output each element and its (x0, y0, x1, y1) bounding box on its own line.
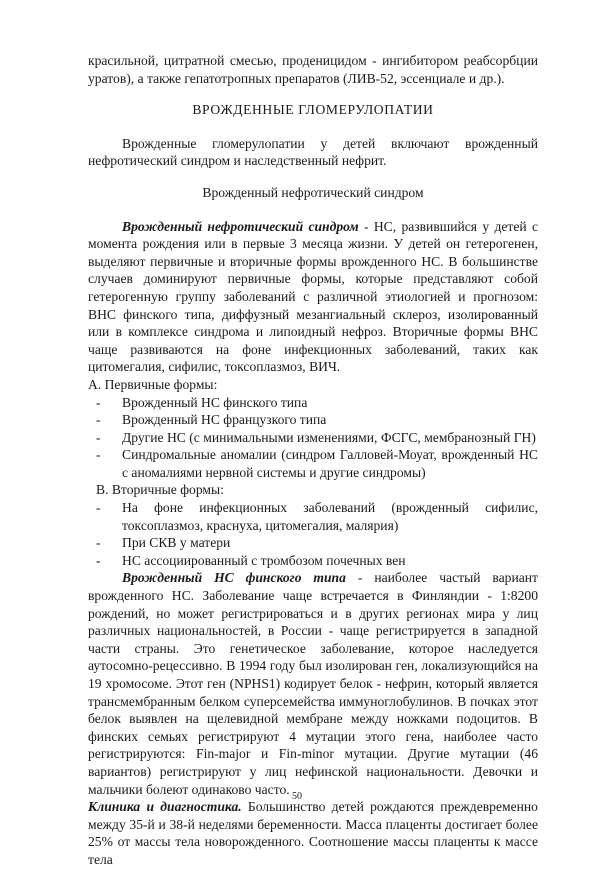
dash-marker: - (96, 552, 101, 568)
primary-forms-list (92, 394, 538, 482)
clinic-text: Большинство детей рождаются преждевременно между 35-й и 38-й неделями беременности. Масса плаценты достигает более 25% от массы тела новорожденного. Соотношение массы плаценты к массе тела (88, 799, 538, 867)
page-number: 50 (292, 791, 302, 802)
definition-term: Врожденный нефротический синдром (122, 218, 359, 234)
finnish-type-term: Врожденный НС финского типа (122, 570, 346, 586)
clinic-paragraph (88, 798, 538, 868)
definition-paragraph (88, 218, 538, 376)
secondary-forms-list (92, 499, 538, 569)
glomerulopathy-paragraph: Врожденные гломерулопатии у детей включают врожденный нефротический синдром и наследственный нефрит. (88, 135, 538, 169)
dash-marker: - (96, 394, 101, 410)
list-item: - Другие НС (с минимальными изменениями, ФСГС, мембранозный ГН) (96, 429, 536, 445)
dash-marker: - (96, 447, 101, 463)
primary-forms-label: А. Первичные формы: (88, 376, 218, 392)
section-heading: ВРОЖДЕННЫЕ ГЛОМЕРУЛОПАТИИ (192, 102, 434, 118)
list-item: - Врожденный НС французкого типа (96, 412, 327, 428)
intro-paragraph: красильной, цитратной смесью, проденицидом - ингибитором реабсорбции уратов), а также гепатотропных препаратов (ЛИВ-52, эссенциале и др.). (88, 53, 538, 86)
definition-text: - НС, развившийся у детей с момента рождения или в первые 3 месяца жизни. У детей он гетерогенен, выделяют первичные и вторичные формы врожденного НС. В большинстве случаев доминируют первичные формы, которые представляют собой гетерогенную группу заболеваний с различной этиологией и прогнозом: ВНС финского типа, диффузный мезангиальный склероз, изолированный или в комплексе синдрома и липоидный нефроз. Вторичные формы ВНС чаще развиваются на фоне инфекционных заболеваний, таких как цитомегалия, сифилис, токсоплазмоз, ВИЧ. (88, 218, 538, 375)
page-content (88, 52, 538, 869)
list-item: - Синдромальные аномалии (синдром Галловей-Моуат, врожденный НС с аномалиями нервной системы и другие синдромы) (96, 447, 538, 480)
dash-marker: - (96, 412, 101, 428)
subsection-heading: Врожденный нефротический синдром (202, 184, 424, 200)
list-item: - НС ассоциированный с тромбозом почечных вен (96, 552, 406, 568)
finnish-type-paragraph (88, 569, 538, 798)
dash-marker: - (96, 535, 101, 551)
finnish-type-text: - наиболее частый вариант врожденного НС. Заболевание чаще встречается в Финляндии - 1:8200 рождений, но может регистрироваться и в других регионах мира у лиц различных национальностей, в России - чаще регистрируется в западной части страны. Это генетическое заболевание, которое наследуется аутосомно-рецессивно. В 1994 году был изолирован ген, локализующийся на 19 хромосоме. Этот ген (NPHS1) кодирует белок - нефрин, который является трансмембранным белком суперсемейства иммуноглобулинов. В почках этот белок выявлен на щелевидной мембране между ножками подоцитов. В финских семьях регистрируют 4 мутации этого гена, наиболее часто регистрируются: Fin-major и Fin-minor мутации. Другие мутации (46 вариантов) регистрируют у лиц нефинской национальности. Девочки и мальчики болеют одинаково часто. (88, 570, 538, 797)
secondary-forms-label: В. Вторичные формы: (96, 482, 224, 498)
list-item: - На фоне инфекционных заболеваний (врожденный сифилис, токсоплазмоз, краснуха, цитомегалия, малярия) (96, 500, 538, 533)
list-item: - При СКВ у матери (96, 535, 231, 551)
dash-marker: - (96, 429, 101, 445)
dash-marker: - (96, 500, 101, 516)
list-item: - Врожденный НС финского типа (96, 394, 308, 410)
clinic-term: Клиника и диагностика. (88, 799, 242, 815)
